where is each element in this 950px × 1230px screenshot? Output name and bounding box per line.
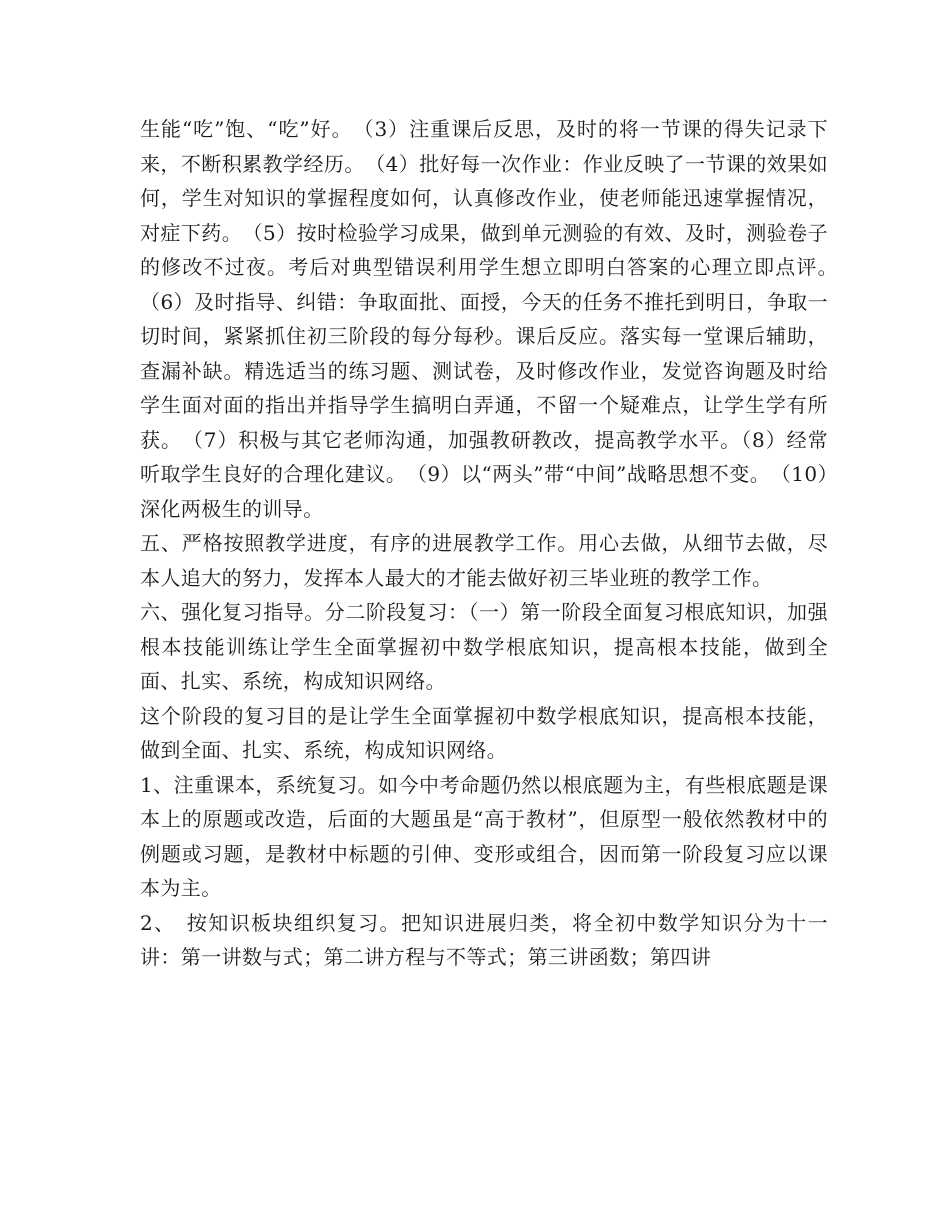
paragraph-teaching-measures: 生能“吃”饱、“吃”好。 （3）注重课后反思，及时的将一节课的得失记录下来，不断积累教学经历。 （4）批好每一次作业：作业反映了一节课的效果如何，学生对知识的掌握程度如何，认真修改作业，使老师能迅速掌握情况，对症下药。 （5）按时检验学习成果，做到单元测验的有效、及时，测验卷子的修改不过夜。考后对典型错误利用学生想立即明白答案的心理立即点评。 （6）及时指导、纠错：争取面批、面授，今天的任务不推托到明日，争取一切时间，紧紧抓住初三阶段的每分每秒。课后反应。落实每一堂课后辅助，查漏补缺。精选适当的练习题、测试卷，及时修改作业，发觉咨询题及时给学生面对面的指出并指导学生搞明白弄通，不留一个疑难点，让学生学有所获。 （7）积极与其它老师沟通，加强教研教改，提高教学水平。（8）经常听取学生良好的合理化建议。 （9）以“两头”带“中间”战略思想不变。 （10）深化两极生的训导。 xyxy=(140,117,849,521)
paragraph-item-2: 2、 按知识板块组织复习。把知识进展归类，将全初中数学知识分为十一讲：第一讲数与式；第二讲方程与不等式；第三讲函数；第四讲 xyxy=(140,910,828,969)
paragraph-section-six: 六、强化复习指导。分二阶段复习：（一）第一阶段全面复习根底知识，加强根本技能训练让学生全面掌握初中数学根底知识，提高根本技能，做到全面、扎实、系统，构成知识网络。 xyxy=(140,600,828,693)
paragraph-review-goal: 这个阶段的复习目的是让学生全面掌握初中数学根底知识，提高根本技能，做到全面、扎实、系统，构成知识网络。 xyxy=(140,703,828,762)
paragraph-item-1: 1、注重课本，系统复习。如今中考命题仍然以根底题为主，有些根底题是课本上的原题或改造，后面的大题虽是“高于教材”，但原型一般依然教材中的例题或习题，是教材中标题的引伸、变形或组合，因而第一阶段复习应以课本为主。 xyxy=(140,772,828,900)
document-body xyxy=(140,112,849,975)
paragraph-section-five: 五、严格按照教学进度，有序的进展教学工作。用心去做，从细节去做，尽本人追大的努力，发挥本人最大的才能去做好初三毕业班的教学工作。 xyxy=(140,531,828,590)
